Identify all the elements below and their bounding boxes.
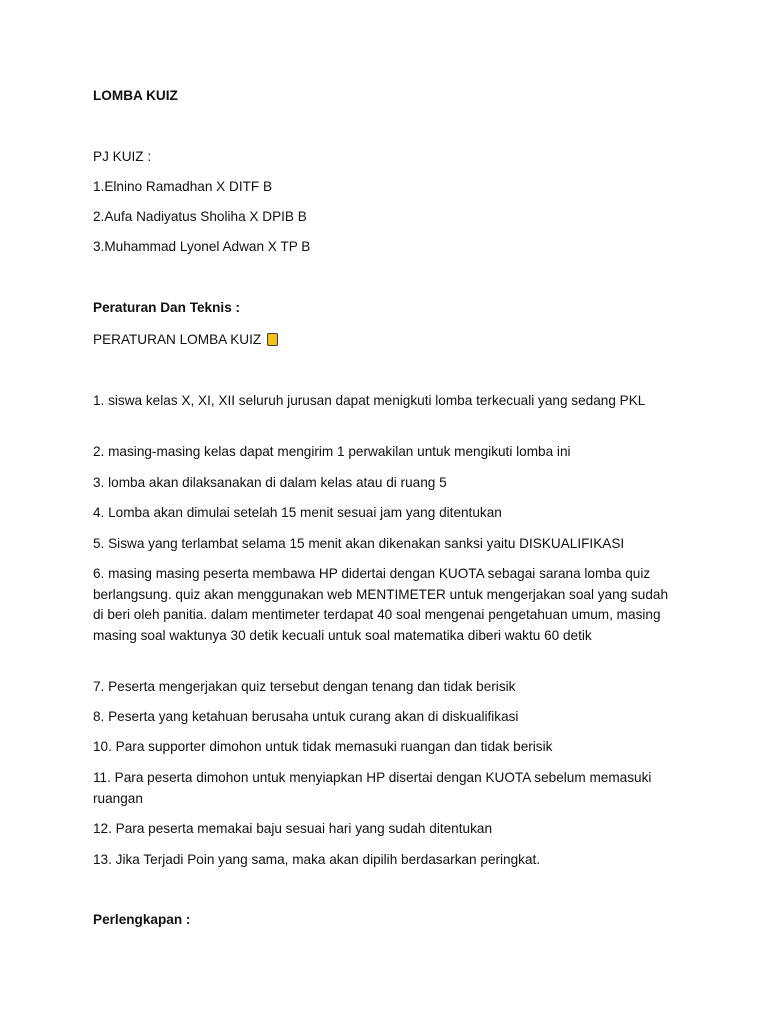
rule-item: 12. Para peserta memakai baju sesuai hari yang sudah ditentukan [93,821,492,836]
rule-item: 3. lomba akan dilaksanakan di dalam kelas atau di ruang 5 [93,475,447,490]
equipment-heading: Perlengkapan : [93,912,191,927]
rule-item: 7. Peserta mengerjakan quiz tersebut dengan tenang dan tidak berisik [93,679,516,694]
rule-item: 8. Peserta yang ketahuan berusaha untuk curang akan di diskualifikasi [93,709,519,724]
rule-item: 5. Siswa yang terlambat selama 15 menit akan dikenakan sanksi yaitu DISKUALIFIKASI [93,536,625,551]
pj-member: 1.Elnino Ramadhan X DITF B [93,179,273,194]
pj-member: 2.Aufa Nadiyatus Sholiha X DPIB B [93,209,307,224]
rules-heading: Peraturan Dan Teknis : [93,300,241,315]
rule-item: 11. Para peserta dimohon untuk menyiapkan HP disertai dengan KUOTA sebelum memasuki ruangan [93,770,652,806]
rule-item: 10. Para supporter dimohon untuk tidak memasuki ruangan dan tidak berisik [93,739,553,754]
rule-item: 13. Jika Terjadi Poin yang sama, maka akan dipilih berdasarkan peringkat. [93,852,541,867]
rules-subheading-label: PERATURAN LOMBA KUIZ [93,332,262,347]
rule-item: 6. masing masing peserta membawa HP didertai dengan KUOTA sebagai sarana lomba quiz berlangsung. quiz akan menggunakan web MENTIMETER untuk mengerjakan soal yang sudah di beri oleh panitia. dalam mentimeter terdapat 40 soal mengenai pengetahuan umum, masing masing soal waktunya 30 detik kecuali untuk soal matematika diberi waktu 60 detik [93,566,669,643]
pj-heading: PJ KUIZ : [93,149,152,164]
rule-item: 1. siswa kelas X, XI, XII seluruh jurusan dapat menigkuti lomba terkecuali yang sedang PKL [93,393,646,408]
rule-item: 2. masing-masing kelas dapat mengirim 1 perwakilan untuk mengikuti lomba ini [93,444,571,459]
rule-item: 4. Lomba akan dimulai setelah 15 menit sesuai jam yang ditentukan [93,505,502,520]
pj-member: 3.Muhammad Lyonel Adwan X TP B [93,239,311,254]
rules-subheading [93,330,673,351]
memo-icon [267,333,278,346]
document-title: LOMBA KUIZ [93,88,178,103]
